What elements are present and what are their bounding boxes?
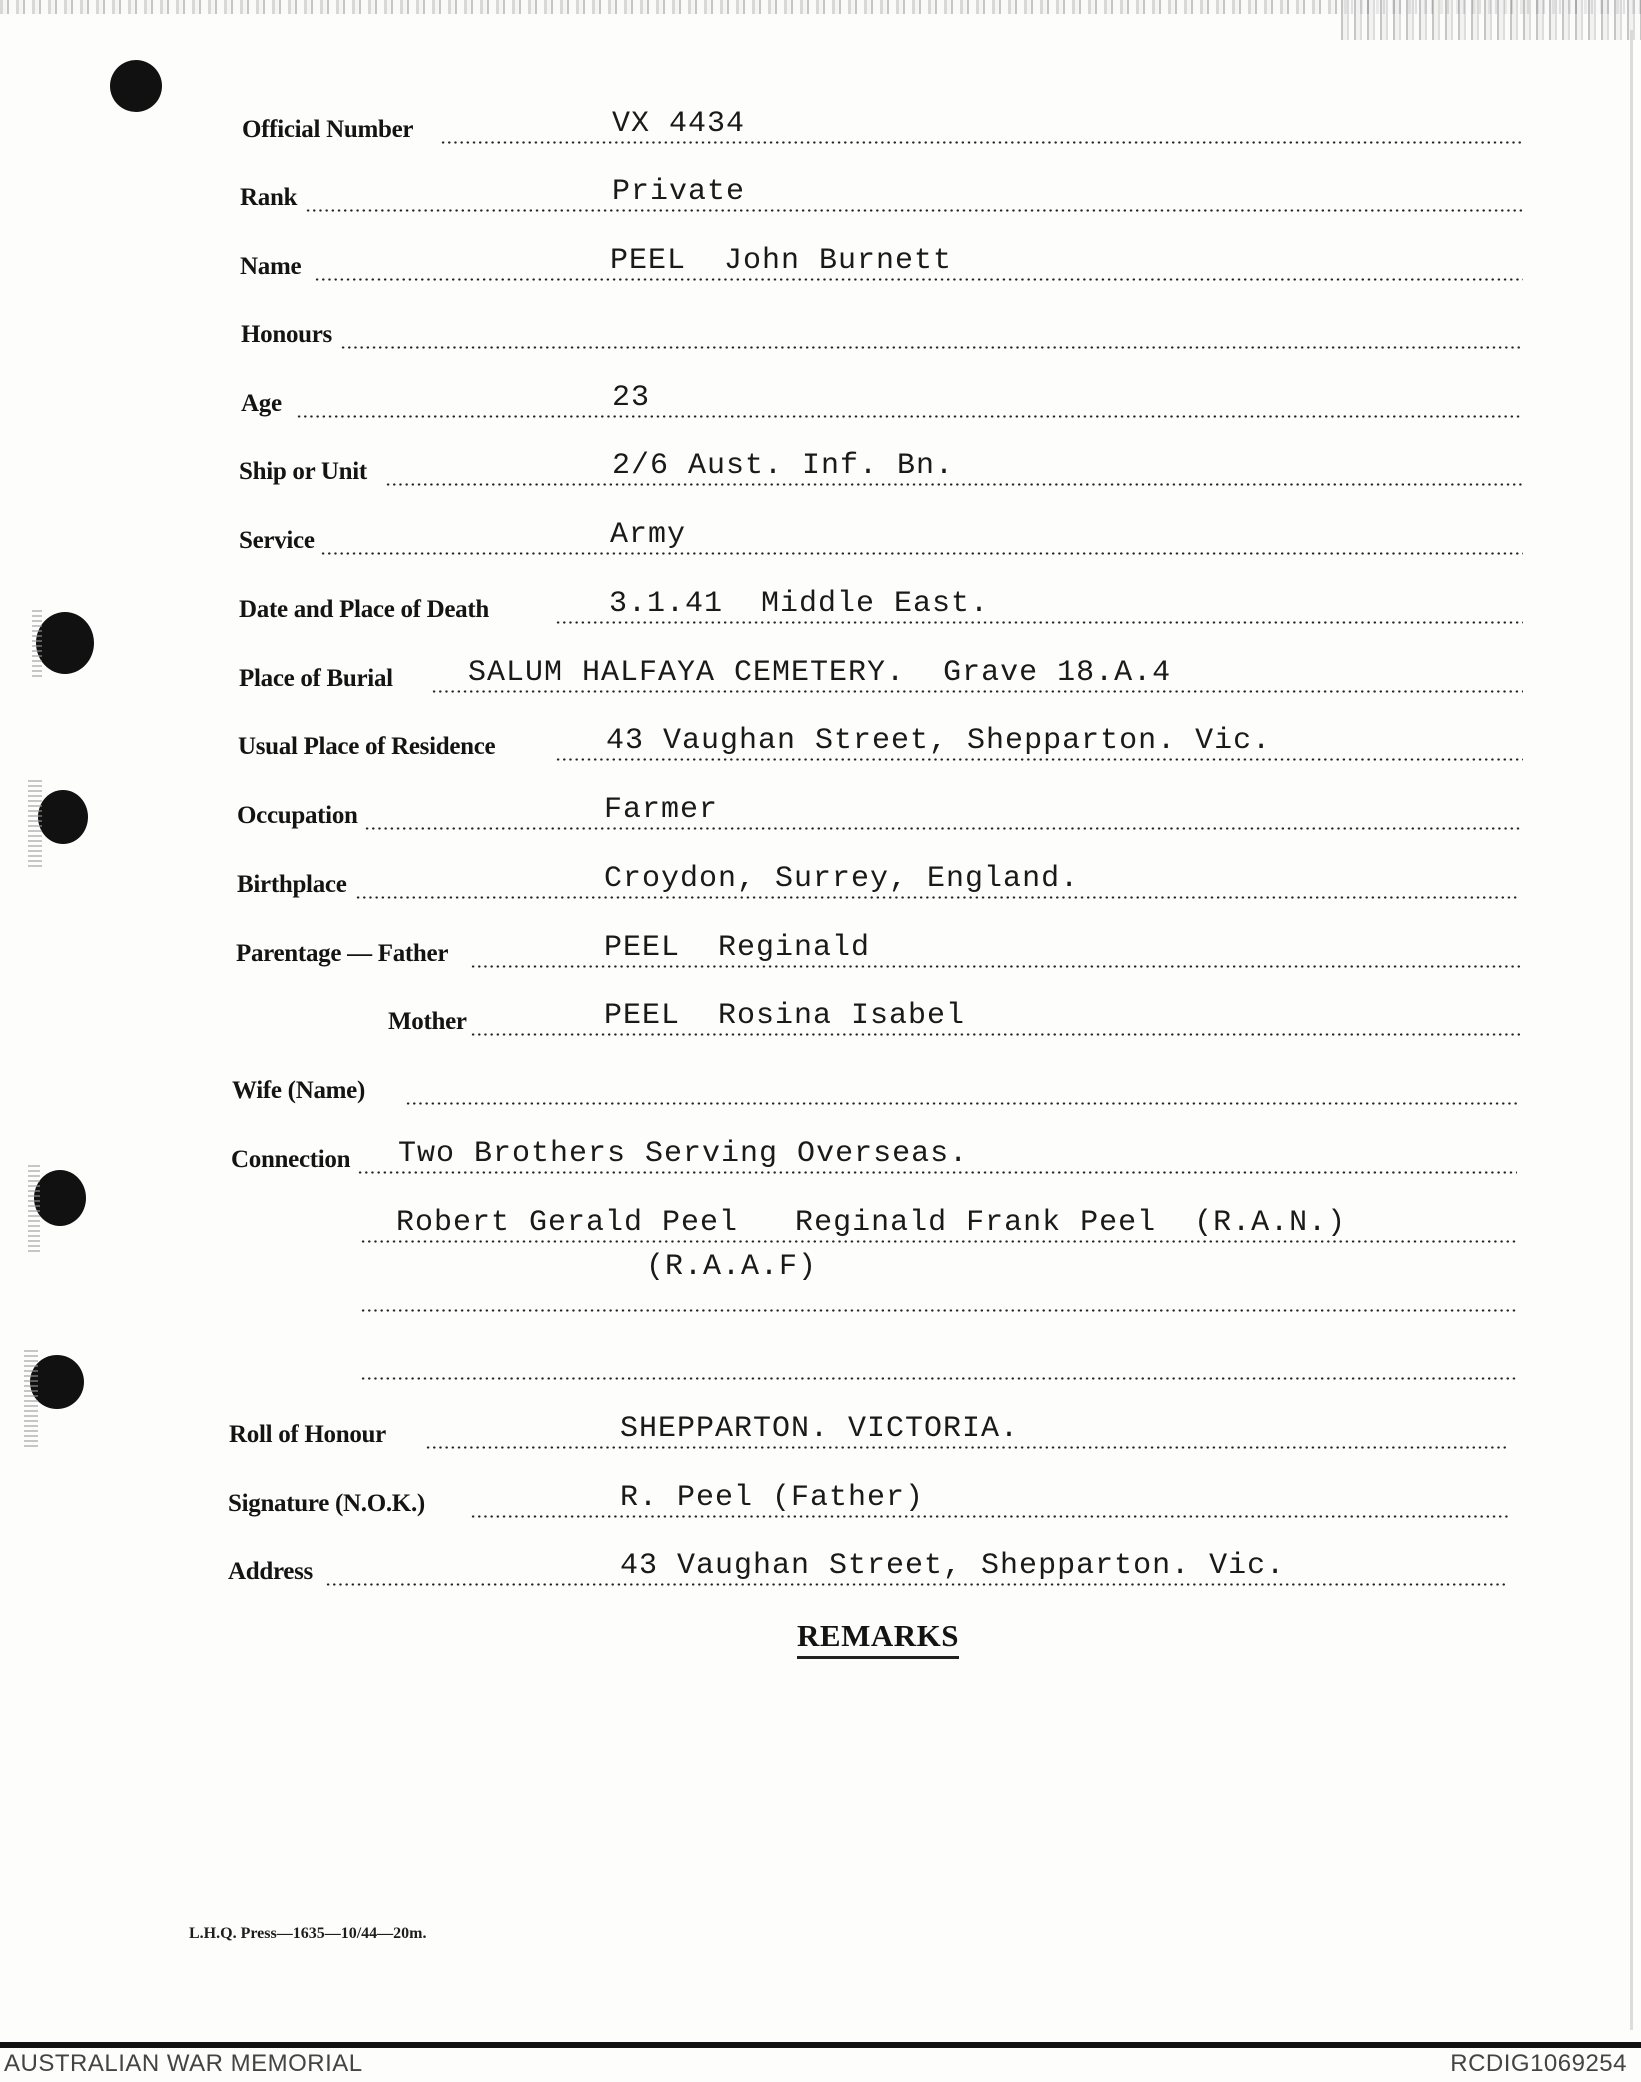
press-mark: L.H.Q. Press—1635—10/44—20m.: [189, 1925, 427, 1942]
rank-row: [0, 175, 1641, 218]
father-row: [0, 931, 1641, 974]
connection-row-2: [0, 1206, 1641, 1249]
connection-row-3: [0, 1278, 1641, 1318]
occupation-row: [0, 793, 1641, 836]
birthplace-row: [0, 862, 1641, 905]
death-row: [0, 587, 1641, 630]
connection-row: [0, 1137, 1641, 1180]
age-label: Age: [241, 390, 282, 417]
connection-value-1: Two Brothers Serving Overseas.: [398, 1137, 969, 1171]
service-line: [320, 552, 1523, 555]
honours-line: [340, 346, 1523, 349]
mother-line: [470, 1033, 1520, 1036]
name-label: Name: [240, 253, 302, 280]
death-line: [555, 621, 1523, 624]
ship-unit-row: [0, 449, 1641, 492]
roll-of-honour-value: SHEPPARTON. VICTORIA.: [620, 1412, 1020, 1446]
connection-row-4: [0, 1346, 1641, 1386]
address-line: [325, 1583, 1508, 1586]
connection-value-2: Robert Gerald Peel Reginald Frank Peel (R.A.N.): [396, 1206, 1347, 1240]
residence-line: [555, 758, 1523, 761]
honours-label: Honours: [241, 321, 332, 348]
scan-noise-top-right: [1341, 0, 1641, 40]
occupation-value: Farmer: [604, 793, 719, 827]
death-label: Date and Place of Death: [239, 596, 489, 623]
age-line: [296, 415, 1523, 418]
service-label: Service: [239, 527, 315, 554]
address-label: Address: [228, 1558, 313, 1585]
signature-label: Signature (N.O.K.): [228, 1490, 425, 1517]
residence-value: 43 Vaughan Street, Shepparton. Vic.: [606, 724, 1272, 758]
ship-unit-label: Ship or Unit: [239, 458, 367, 485]
roll-of-honour-line: [425, 1446, 1508, 1449]
birthplace-line: [355, 896, 1520, 899]
birthplace-label: Birthplace: [237, 871, 347, 898]
age-value: 23: [612, 381, 651, 415]
connection-line-4: [360, 1377, 1517, 1380]
connection-value-2-sub: (R.A.A.F): [646, 1250, 818, 1284]
name-line: [314, 278, 1523, 281]
address-value: 43 Vaughan Street, Shepparton. Vic.: [620, 1549, 1286, 1583]
age-row: [0, 381, 1641, 424]
father-line: [470, 965, 1520, 968]
connection-line-1: [357, 1171, 1517, 1174]
death-value: 3.1.41 Middle East.: [609, 587, 990, 621]
connection-line-3: [360, 1309, 1517, 1312]
mother-label: Mother: [388, 1008, 467, 1035]
mother-value: PEEL Rosina Isabel: [604, 999, 966, 1033]
signature-row: [0, 1481, 1641, 1524]
signature-line: [470, 1515, 1508, 1518]
occupation-label: Occupation: [237, 802, 358, 829]
official-number-line: [440, 141, 1523, 144]
father-value: PEEL Reginald: [604, 931, 871, 965]
name-value: PEEL John Burnett: [610, 244, 953, 278]
wife-label: Wife (Name): [232, 1077, 365, 1104]
footer-left: AUSTRALIAN WAR MEMORIAL: [4, 2050, 363, 2077]
birthplace-value: Croydon, Surrey, England.: [604, 862, 1080, 896]
service-row: [0, 518, 1641, 561]
honours-row: [0, 315, 1641, 355]
mother-row: [0, 999, 1641, 1042]
roll-of-honour-row: [0, 1412, 1641, 1455]
service-value: Army: [610, 518, 687, 552]
ship-unit-line: [385, 483, 1523, 486]
ship-unit-value: 2/6 Aust. Inf. Bn.: [612, 449, 955, 483]
address-row: [0, 1549, 1641, 1592]
rank-label: Rank: [240, 184, 298, 211]
father-label: Parentage — Father: [236, 940, 449, 967]
burial-label: Place of Burial: [239, 665, 393, 692]
official-number-row: [0, 107, 1641, 150]
rank-value: Private: [612, 175, 746, 209]
name-row: [0, 244, 1641, 287]
signature-value: R. Peel (Father): [620, 1481, 925, 1515]
footer-rule: [0, 2042, 1641, 2048]
remarks-heading: REMARKS: [797, 1618, 959, 1659]
burial-line: [431, 690, 1523, 693]
rank-line: [305, 209, 1523, 212]
occupation-line: [364, 827, 1523, 830]
burial-row: [0, 656, 1641, 699]
official-number-value: VX 4434: [612, 107, 746, 141]
wife-line: [405, 1102, 1517, 1105]
wife-row: [0, 1071, 1641, 1111]
residence-row: [0, 724, 1641, 767]
residence-label: Usual Place of Residence: [238, 733, 496, 760]
connection-label: Connection: [231, 1146, 351, 1173]
connection-line-2: [360, 1240, 1517, 1243]
footer-right: RCDIG1069254: [1450, 2050, 1627, 2077]
official-number-label: Official Number: [242, 116, 414, 143]
roll-of-honour-label: Roll of Honour: [229, 1421, 386, 1448]
punch-hole-1: [110, 60, 162, 112]
burial-value: SALUM HALFAYA CEMETERY. Grave 18.A.4: [468, 656, 1172, 690]
